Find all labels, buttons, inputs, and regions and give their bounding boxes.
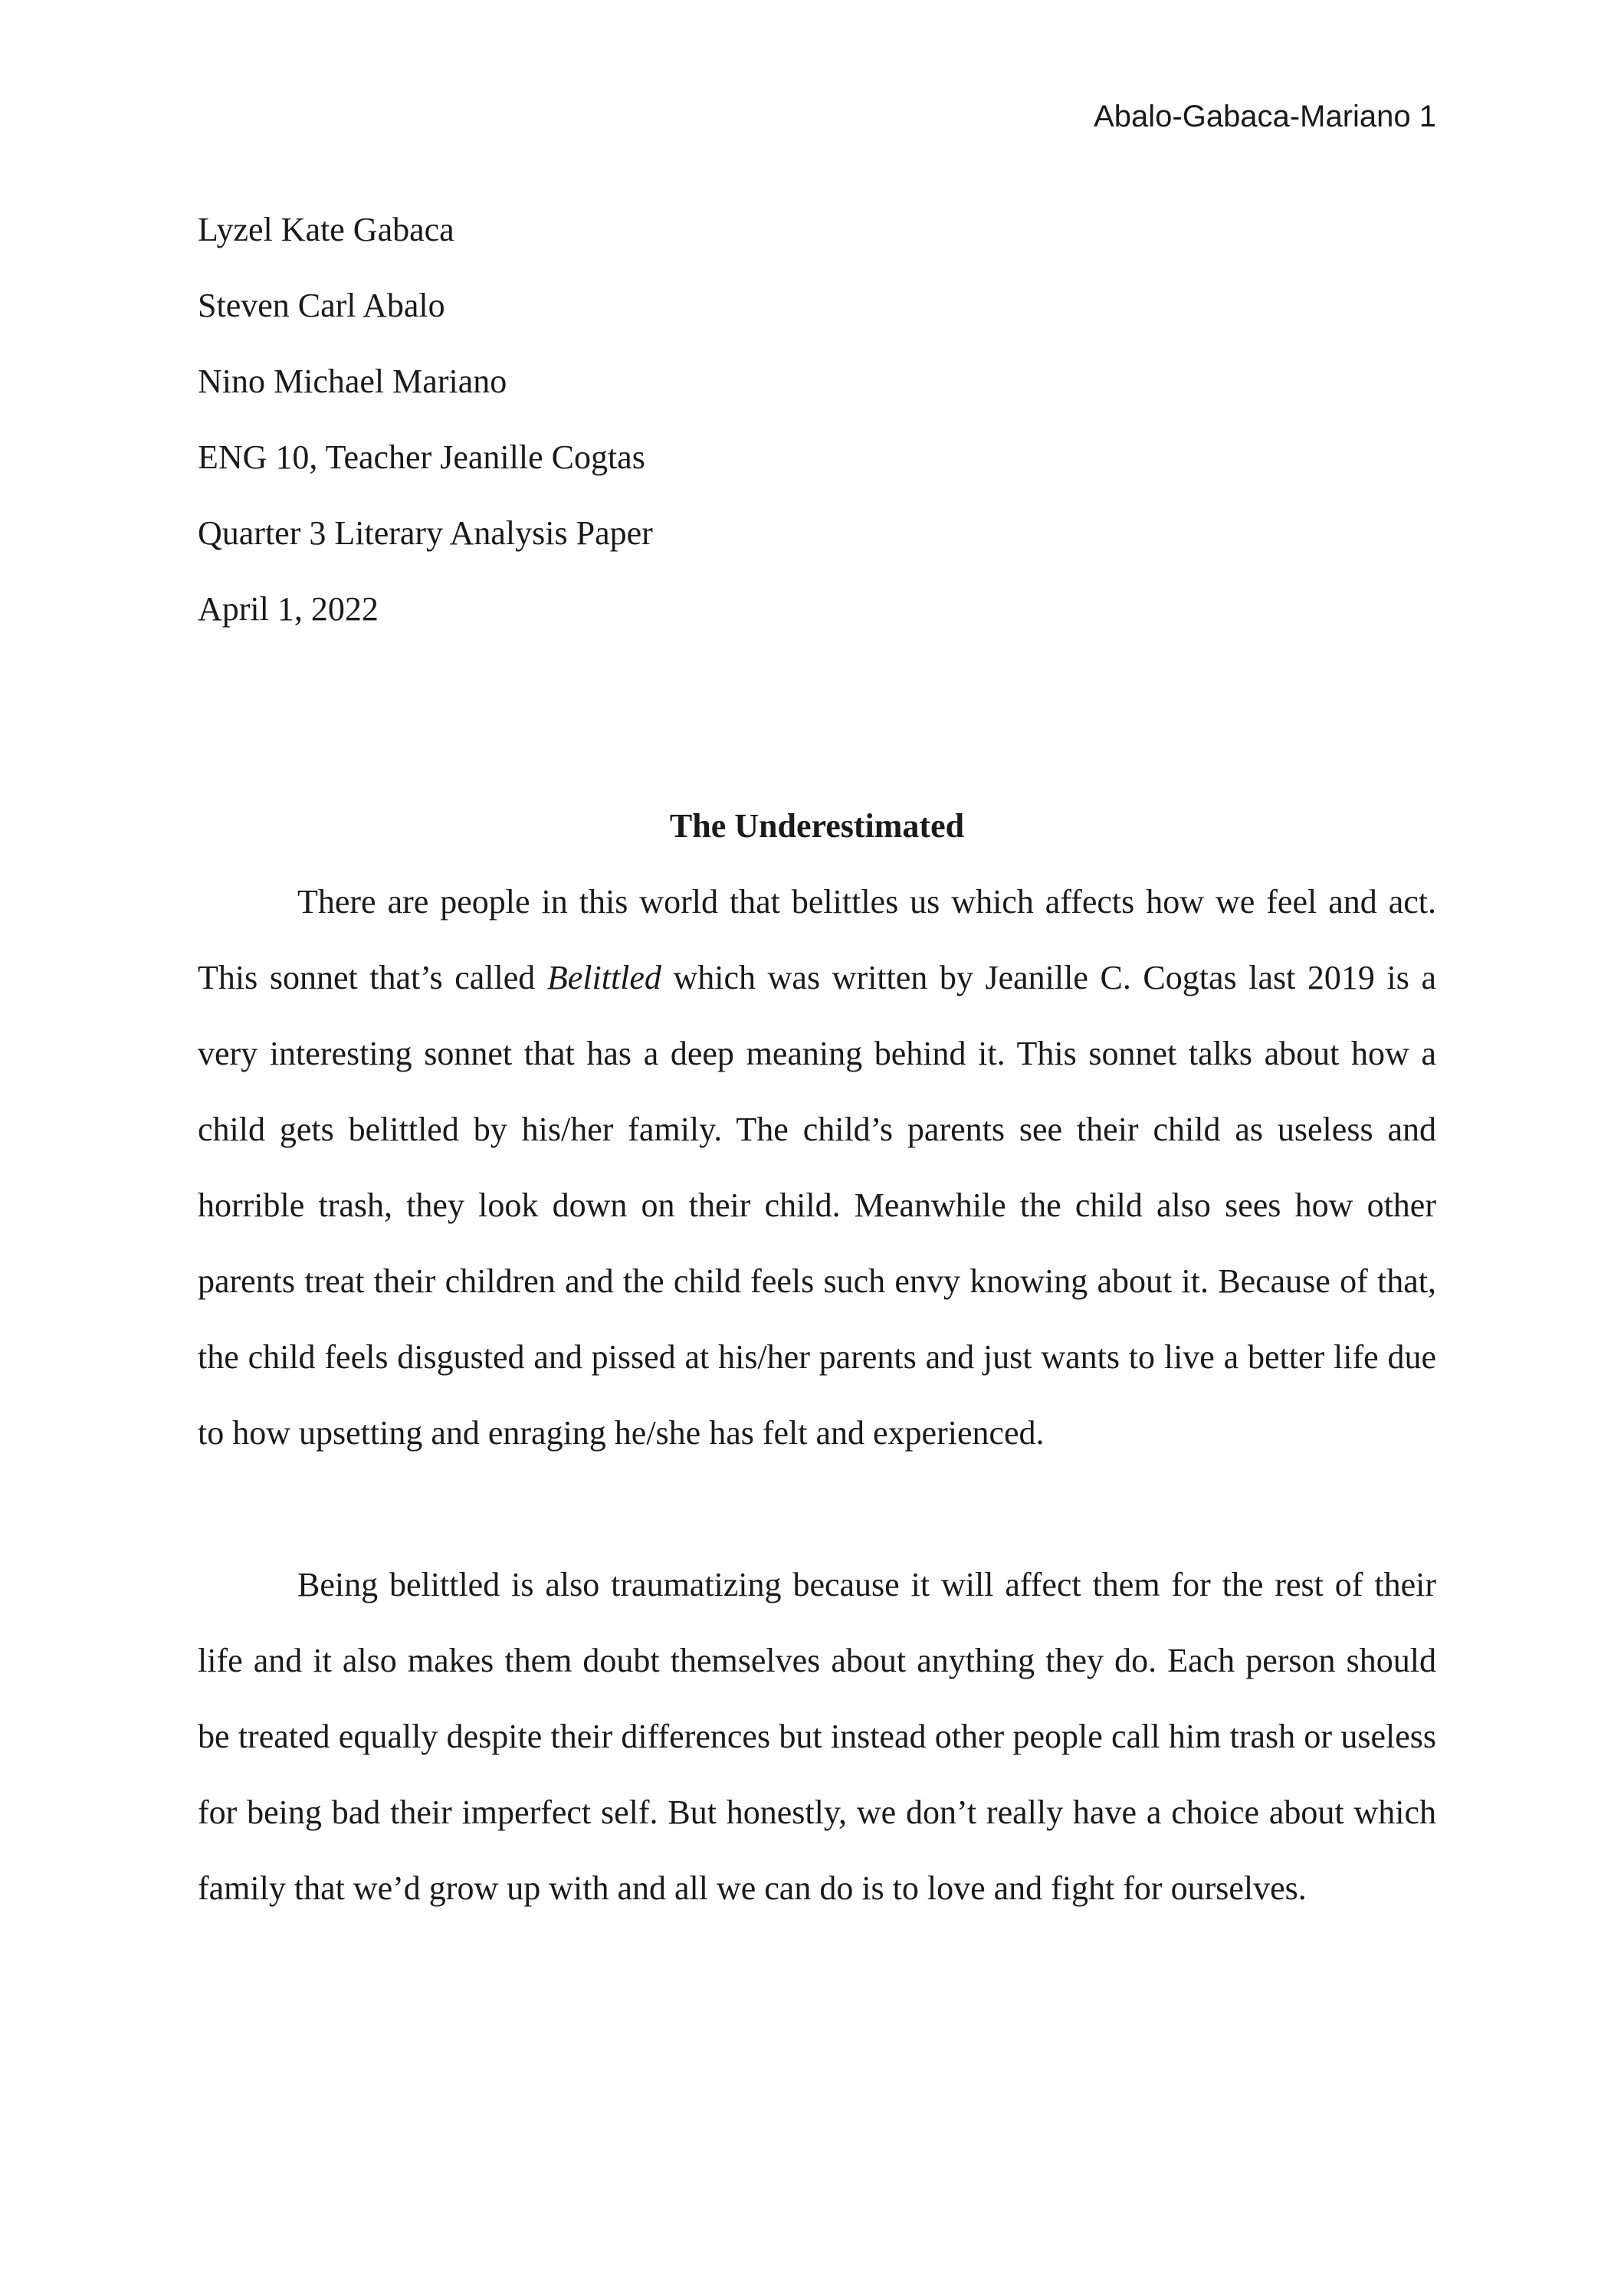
body-paragraph-2: Being belittled is also traumatizing because it will affect them for the rest of their life and it also makes them doubt themselves about anything they do. Each person should be treated equally despite their differences but instead other people call him trash or useless for being bad their imperfect self. But honestly, we don’t really have a choice about which family that we’d grow up with and all we can do is to love and fight for ourselves. — [198, 1566, 1436, 1907]
author-name-3: Nino Michael Mariano — [198, 363, 507, 400]
paper-title: The Underestimated — [669, 807, 965, 845]
assignment-name: Quarter 3 Literary Analysis Paper — [198, 514, 653, 552]
author-name-2: Steven Carl Abalo — [198, 287, 445, 324]
running-header: Abalo-Gabaca-Mariano 1 — [1094, 100, 1436, 133]
paragraph-1-text-b: which was written by Jeanille C. Cogtas last 2019 is a very interesting sonnet that has a deep meaning behind it. This sonnet talks about how a child gets belittled by his/her family. The child’s parents see their child as useless and horrible trash, they look down on their child. Meanwhile the child also sees how other parents treat their children and the child feels such envy knowing about it. Because of that, the child feels disgusted and pissed at his/her parents and just wants to live a better life due to how upsetting and enraging he/she has felt and experienced. — [198, 959, 1436, 1452]
course-info: ENG 10, Teacher Jeanille Cogtas — [198, 438, 645, 476]
sonnet-title-reference: Belittled — [546, 959, 661, 996]
author-name-1: Lyzel Kate Gabaca — [198, 211, 454, 248]
body-paragraph-1 — [198, 864, 1436, 1471]
paragraph-1-text-a: There are people in this world that belittles us which affects how we feel and act. This sonnet that’s called — [198, 883, 1436, 996]
mla-heading — [198, 192, 653, 647]
submission-date: April 1, 2022 — [198, 590, 379, 628]
